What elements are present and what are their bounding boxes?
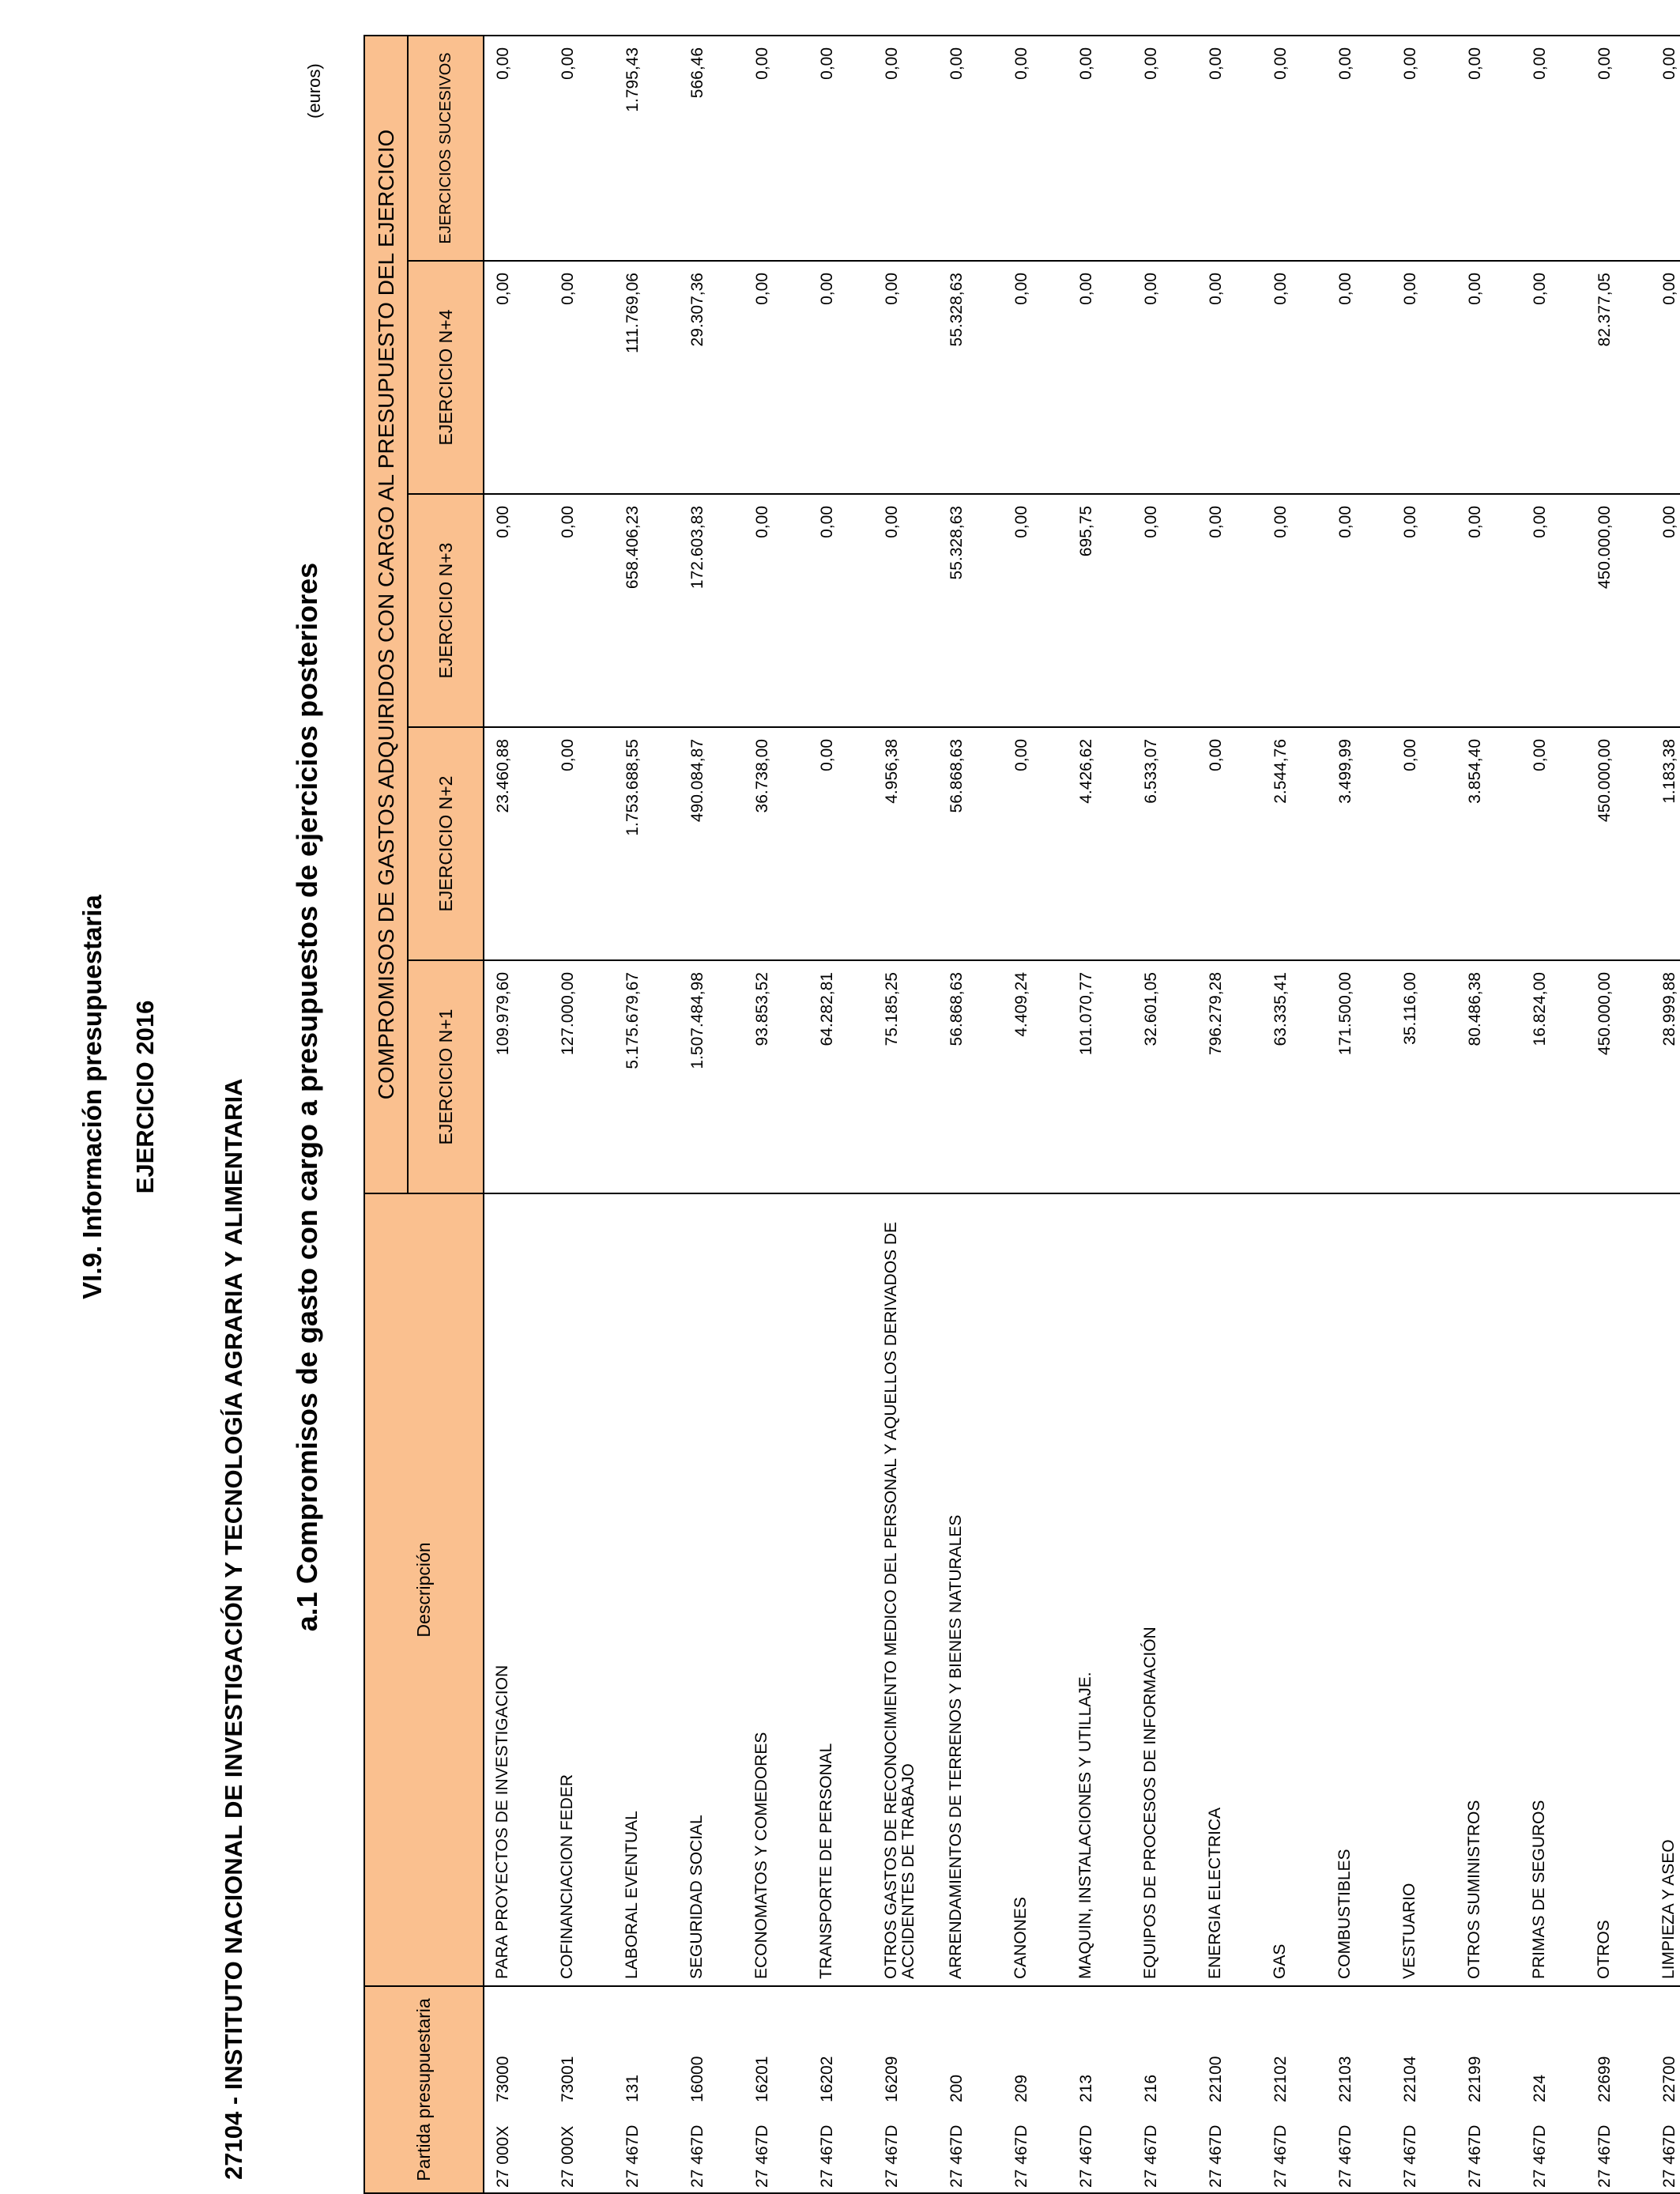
n1-cell: 109.979,60 <box>484 960 549 1193</box>
table-row <box>873 36 938 2193</box>
n4-cell: 29.307,36 <box>679 261 744 494</box>
table-row <box>1392 36 1456 2193</box>
table-row <box>1132 36 1197 2193</box>
table-row <box>1521 36 1586 2193</box>
description-cell: ENERGIA ELECTRICA <box>1197 1193 1262 1986</box>
partida-section: 27 467D <box>623 2124 642 2188</box>
table-row <box>1262 36 1327 2193</box>
partida-section: 27 467D <box>818 2124 836 2188</box>
description-cell: MAQUIN, INSTALACIONES Y UTILLAJE. <box>1068 1193 1132 1986</box>
sucesivos-cell: 0,00 <box>1068 36 1132 261</box>
n4-cell: 0,00 <box>484 261 549 494</box>
n3-cell: 0,00 <box>808 494 873 727</box>
n3-cell: 0,00 <box>1392 494 1456 727</box>
n2-cell: 3.499,99 <box>1327 727 1392 960</box>
n3-cell: 0,00 <box>1521 494 1586 727</box>
table-row <box>614 36 679 2193</box>
n3-cell: 0,00 <box>1456 494 1521 727</box>
n1-cell: 75.185,25 <box>873 960 938 1193</box>
n3-cell: 658.406,23 <box>614 494 679 727</box>
n2-cell: 4.956,38 <box>873 727 938 960</box>
n2-cell: 1.753.688,55 <box>614 727 679 960</box>
n1-cell: 56.868,63 <box>938 960 1003 1193</box>
partida-cell <box>744 1986 808 2193</box>
partida-cell <box>1327 1986 1392 2193</box>
partida-section: 27 467D <box>1531 2124 1549 2188</box>
description-cell: GAS <box>1262 1193 1327 1986</box>
partida-cell <box>873 1986 938 2193</box>
n3-cell: 0,00 <box>873 494 938 727</box>
n1-cell: 32.601,05 <box>1132 960 1197 1193</box>
description-cell: TRANSPORTE DE PERSONAL <box>808 1193 873 1986</box>
table-row <box>1651 36 1680 2193</box>
partida-cell <box>1456 1986 1521 2193</box>
n4-cell: 82.377,05 <box>1586 261 1651 494</box>
n4-cell: 0,00 <box>873 261 938 494</box>
n4-cell: 0,00 <box>1651 261 1680 494</box>
n1-cell: 63.335,41 <box>1262 960 1327 1193</box>
header-sucesivos: EJERCICIOS SUCESIVOS <box>408 36 484 261</box>
description-cell: ARRENDAMIENTOS DE TERRENOS Y BIENES NATURALES <box>938 1193 1003 1986</box>
sucesivos-cell: 0,00 <box>1586 36 1651 261</box>
partida-cell <box>938 1986 1003 2193</box>
header-n3: EJERCICIO N+3 <box>408 494 484 727</box>
description-cell: EQUIPOS DE PROCESOS DE INFORMACIÓN <box>1132 1193 1197 1986</box>
partida-concept: 131 <box>623 2074 642 2102</box>
n2-cell: 3.854,40 <box>1456 727 1521 960</box>
table-row <box>1327 36 1392 2193</box>
n3-cell: 0,00 <box>484 494 549 727</box>
sucesivos-cell: 0,00 <box>938 36 1003 261</box>
sucesivos-cell: 0,00 <box>1392 36 1456 261</box>
table-row <box>484 36 549 2193</box>
partida-section: 27 467D <box>1077 2124 1095 2188</box>
n2-cell: 490.084,87 <box>679 727 744 960</box>
units-label: (euros) <box>304 63 324 119</box>
sucesivos-cell: 0,00 <box>808 36 873 261</box>
sucesivos-cell: 0,00 <box>1132 36 1197 261</box>
partida-cell <box>1068 1986 1132 2193</box>
partida-concept: 16000 <box>688 2056 706 2102</box>
partida-section: 27 000X <box>494 2125 512 2188</box>
n2-cell: 450.000,00 <box>1586 727 1651 960</box>
partida-concept: 16201 <box>753 2056 771 2102</box>
description-cell: COFINANCIACION FEDER <box>549 1193 614 1986</box>
n1-cell: 93.853,52 <box>744 960 808 1193</box>
n3-cell: 0,00 <box>1197 494 1262 727</box>
partida-section: 27 467D <box>1142 2124 1160 2188</box>
partida-cell <box>1586 1986 1651 2193</box>
table-row <box>1586 36 1651 2193</box>
n3-cell: 0,00 <box>1262 494 1327 727</box>
partida-cell <box>1262 1986 1327 2193</box>
partida-cell <box>1521 1986 1586 2193</box>
n4-cell: 0,00 <box>1003 261 1068 494</box>
header-group: COMPROMISOS DE GASTOS ADQUIRIDOS CON CARGO AL PRESUPUESTO DEL EJERCICIO <box>364 36 408 1193</box>
n3-cell: 0,00 <box>1003 494 1068 727</box>
n4-cell: 0,00 <box>1327 261 1392 494</box>
partida-concept: 213 <box>1077 2074 1095 2102</box>
sucesivos-cell: 0,00 <box>1197 36 1262 261</box>
n1-cell: 64.282,81 <box>808 960 873 1193</box>
partida-concept: 22102 <box>1271 2056 1290 2102</box>
n4-cell: 0,00 <box>1521 261 1586 494</box>
n4-cell: 0,00 <box>1456 261 1521 494</box>
sucesivos-cell: 0,00 <box>1327 36 1392 261</box>
organism-heading: 27104 - INSTITUTO NACIONAL DE INVESTIGACIÓN Y TECNOLOGÍA AGRARIA Y ALIMENTARIA <box>220 1078 247 2180</box>
description-cell: PARA PROYECTOS DE INVESTIGACION <box>484 1193 549 1986</box>
header-n4: EJERCICIO N+4 <box>408 261 484 494</box>
n4-cell: 0,00 <box>1262 261 1327 494</box>
n1-cell: 35.116,00 <box>1392 960 1456 1193</box>
header-n1: EJERCICIO N+1 <box>408 960 484 1193</box>
n1-cell: 450.000,00 <box>1586 960 1651 1193</box>
n2-cell: 0,00 <box>1197 727 1262 960</box>
partida-cell <box>1651 1986 1680 2193</box>
n2-cell: 0,00 <box>549 727 614 960</box>
n2-cell: 0,00 <box>808 727 873 960</box>
n3-cell: 0,00 <box>1327 494 1392 727</box>
sucesivos-cell: 0,00 <box>1456 36 1521 261</box>
n4-cell: 0,00 <box>549 261 614 494</box>
n4-cell: 0,00 <box>1068 261 1132 494</box>
commitments-table <box>363 35 1680 2194</box>
partida-concept: 22103 <box>1336 2056 1354 2102</box>
partida-concept: 22699 <box>1595 2056 1614 2102</box>
description-cell: OTROS <box>1586 1193 1651 1986</box>
n1-cell: 4.409,24 <box>1003 960 1068 1193</box>
header-n2: EJERCICIO N+2 <box>408 727 484 960</box>
description-cell: PRIMAS DE SEGUROS <box>1521 1193 1586 1986</box>
partida-cell <box>679 1986 744 2193</box>
n1-cell: 171.500,00 <box>1327 960 1392 1193</box>
partida-concept: 216 <box>1142 2074 1160 2102</box>
n2-cell: 0,00 <box>1392 727 1456 960</box>
partida-concept: 200 <box>947 2074 966 2102</box>
table-row <box>1003 36 1068 2193</box>
sucesivos-cell: 0,00 <box>549 36 614 261</box>
n3-cell: 0,00 <box>549 494 614 727</box>
header-descripcion: Descripción <box>364 1193 484 1986</box>
n1-cell: 80.486,38 <box>1456 960 1521 1193</box>
sucesivos-cell: 1.795,43 <box>614 36 679 261</box>
partida-concept: 22100 <box>1207 2056 1225 2102</box>
n2-cell: 1.183,38 <box>1651 727 1680 960</box>
partida-section: 27 467D <box>688 2124 706 2188</box>
n2-cell: 36.738,00 <box>744 727 808 960</box>
n4-cell: 0,00 <box>1392 261 1456 494</box>
partida-section: 27 467D <box>1466 2124 1484 2188</box>
partida-section: 27 467D <box>1595 2124 1614 2188</box>
n1-cell: 5.175.679,67 <box>614 960 679 1193</box>
partida-section: 27 467D <box>947 2124 966 2188</box>
table-row <box>1456 36 1521 2193</box>
n3-cell: 0,00 <box>744 494 808 727</box>
partida-concept: 73000 <box>494 2056 512 2102</box>
n1-cell: 28.999,88 <box>1651 960 1680 1193</box>
description-cell: OTROS GASTOS DE RECONOCIMIENTO MEDICO DEL PERSONAL Y AQUELLOS DERIVADOS DE ACCIDENTES DE TRABAJO <box>873 1193 938 1986</box>
n2-cell: 23.460,88 <box>484 727 549 960</box>
partida-section: 27 467D <box>1660 2124 1678 2188</box>
partida-concept: 73001 <box>559 2056 577 2102</box>
n3-cell: 0,00 <box>1132 494 1197 727</box>
table-row <box>1197 36 1262 2193</box>
n3-cell: 55.328,63 <box>938 494 1003 727</box>
partida-section: 27 467D <box>1271 2124 1290 2188</box>
partida-concept: 209 <box>1012 2074 1030 2102</box>
table-row <box>938 36 1003 2193</box>
n1-cell: 16.824,00 <box>1521 960 1586 1193</box>
section-subtitle: a.1 Compromisos de gasto con cargo a presupuestos de ejercicios posteriores <box>291 562 323 1632</box>
n4-cell: 111.769,06 <box>614 261 679 494</box>
partida-cell <box>1003 1986 1068 2193</box>
sucesivos-cell: 0,00 <box>1651 36 1680 261</box>
sucesivos-cell: 0,00 <box>484 36 549 261</box>
n3-cell: 695,75 <box>1068 494 1132 727</box>
n2-cell: 4.426,62 <box>1068 727 1132 960</box>
partida-concept: 22199 <box>1466 2056 1484 2102</box>
n3-cell: 172.603,83 <box>679 494 744 727</box>
n4-cell: 0,00 <box>1132 261 1197 494</box>
n2-cell: 6.533,07 <box>1132 727 1197 960</box>
partida-concept: 22104 <box>1401 2056 1419 2102</box>
partida-concept: 224 <box>1531 2074 1549 2102</box>
n2-cell: 56.868,63 <box>938 727 1003 960</box>
partida-section: 27 467D <box>1336 2124 1354 2188</box>
partida-section: 27 467D <box>1207 2124 1225 2188</box>
n1-cell: 101.070,77 <box>1068 960 1132 1193</box>
description-cell: VESTUARIO <box>1392 1193 1456 1986</box>
partida-concept: 22700 <box>1660 2056 1678 2102</box>
partida-concept: 16202 <box>818 2056 836 2102</box>
partida-section: 27 467D <box>883 2124 901 2188</box>
partida-section: 27 467D <box>753 2124 771 2188</box>
partida-section: 27 000X <box>559 2125 577 2188</box>
n1-cell: 1.507.484,98 <box>679 960 744 1193</box>
fiscal-year: EJERCICIO 2016 <box>131 1000 159 1194</box>
n2-cell: 2.544,76 <box>1262 727 1327 960</box>
description-cell: ECONOMATOS Y COMEDORES <box>744 1193 808 1986</box>
table-row <box>1068 36 1132 2193</box>
table-row <box>808 36 873 2193</box>
n4-cell: 0,00 <box>744 261 808 494</box>
sucesivos-cell: 0,00 <box>744 36 808 261</box>
n1-cell: 127.000,00 <box>549 960 614 1193</box>
sucesivos-cell: 566,46 <box>679 36 744 261</box>
sucesivos-cell: 0,00 <box>1521 36 1586 261</box>
description-cell: SEGURIDAD SOCIAL <box>679 1193 744 1986</box>
partida-cell <box>808 1986 873 2193</box>
partida-section: 27 467D <box>1012 2124 1030 2188</box>
partida-cell <box>1392 1986 1456 2193</box>
n1-cell: 796.279,28 <box>1197 960 1262 1193</box>
description-cell: LABORAL EVENTUAL <box>614 1193 679 1986</box>
n4-cell: 0,00 <box>808 261 873 494</box>
sucesivos-cell: 0,00 <box>1262 36 1327 261</box>
sucesivos-cell: 0,00 <box>873 36 938 261</box>
description-cell: COMBUSTIBLES <box>1327 1193 1392 1986</box>
partida-cell <box>484 1986 549 2193</box>
n2-cell: 0,00 <box>1003 727 1068 960</box>
table-body <box>484 36 1680 2193</box>
table-row <box>744 36 808 2193</box>
partida-cell <box>1197 1986 1262 2193</box>
n4-cell: 55.328,63 <box>938 261 1003 494</box>
description-cell: OTROS SUMINISTROS <box>1456 1193 1521 1986</box>
n3-cell: 0,00 <box>1651 494 1680 727</box>
n3-cell: 450.000,00 <box>1586 494 1651 727</box>
table-row <box>549 36 614 2193</box>
document-title: VI.9. Información presupuestaria <box>77 895 107 1299</box>
partida-section: 27 467D <box>1401 2124 1419 2188</box>
partida-cell <box>1132 1986 1197 2193</box>
sucesivos-cell: 0,00 <box>1003 36 1068 261</box>
partida-cell <box>549 1986 614 2193</box>
partida-cell <box>614 1986 679 2193</box>
partida-concept: 16209 <box>883 2056 901 2102</box>
n2-cell: 0,00 <box>1521 727 1586 960</box>
header-partida: Partida presupuestaria <box>364 1986 484 2193</box>
n4-cell: 0,00 <box>1197 261 1262 494</box>
description-cell: CANONES <box>1003 1193 1068 1986</box>
table-row <box>679 36 744 2193</box>
description-cell: LIMPIEZA Y ASEO <box>1651 1193 1680 1986</box>
